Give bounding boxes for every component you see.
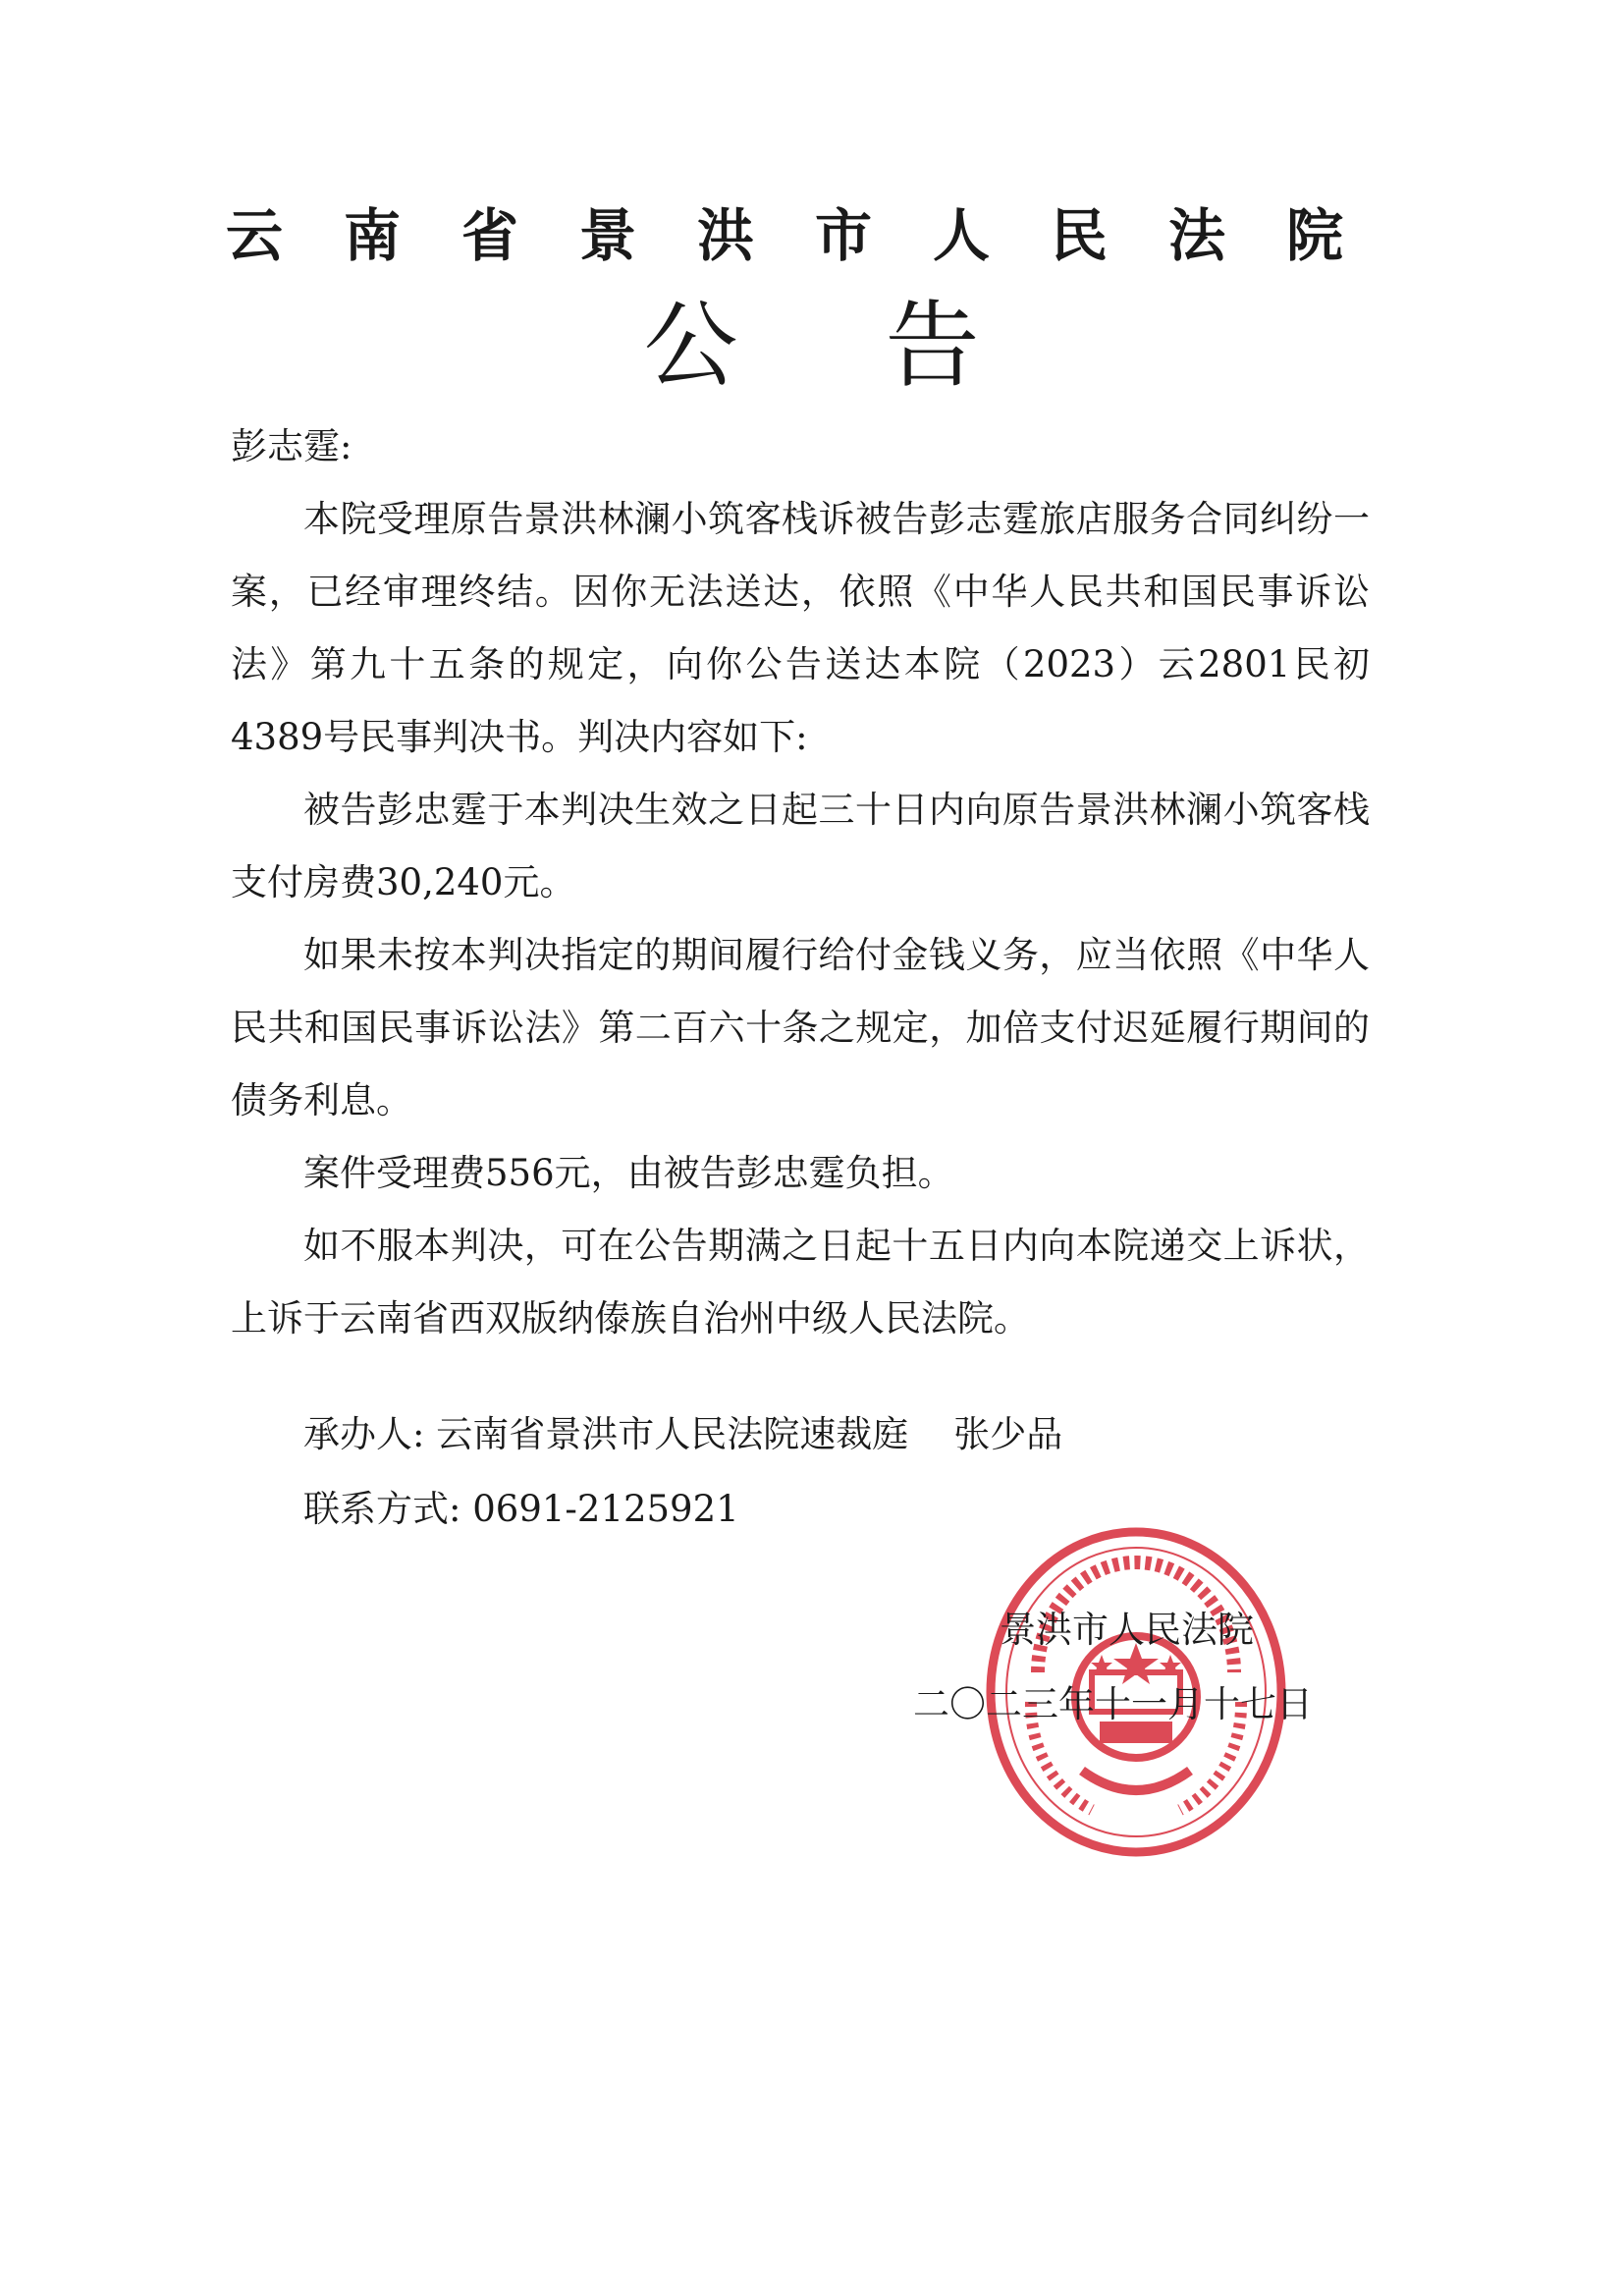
handler-label: 承办人: — [303, 1413, 425, 1455]
signing-date: 二〇二三年十一月十七日 — [913, 1683, 1313, 1725]
addressee: 彭志霆: — [231, 425, 352, 467]
paragraph-judgment: 被告彭忠霆于本判决生效之日起三十日内向原告景洪林澜小筑客栈支付房费30,240元。 — [231, 789, 1370, 903]
phone-label: 联系方式: — [303, 1488, 461, 1530]
handler-name: 张少品 — [953, 1413, 1063, 1455]
paragraph-late-interest: 如果未按本判决指定的期间履行给付金钱义务，应当依照《中华人民共和国民事诉讼法》第二百六十条之规定，加倍支付迟延履行期间的债务利息。 — [231, 934, 1370, 1121]
paragraph-court-fee: 案件受理费556元，由被告彭忠霆负担。 — [303, 1152, 954, 1194]
court-name-heading: 云南省景洪市人民法院 — [226, 202, 1405, 269]
notice-body — [231, 410, 1370, 1355]
paragraph-case-intro: 本院受理原告景洪林澜小筑客栈诉被告彭志霆旅店服务合同纠纷一案，已经审理终结。因你无法送达，依照《中华人民共和国民事诉讼法》第九十五条的规定，向你公告送达本院（2023）云2801民初4389号民事判决书。判决内容如下: — [231, 498, 1370, 758]
handler-org: 云南省景洪市人民法院速裁庭 — [436, 1413, 909, 1455]
signoff-block — [913, 1593, 1345, 1742]
handler-line — [303, 1397, 1285, 1472]
phone-number: 0691-2125921 — [472, 1488, 739, 1530]
paragraph-appeal: 如不服本判决，可在公告期满之日起十五日内向本院递交上诉状，上诉于云南省西双版纳傣族自治州中级人民法院。 — [231, 1225, 1370, 1339]
notice-title: 公告 — [643, 291, 1127, 401]
signing-court: 景洪市人民法院 — [1000, 1609, 1254, 1651]
